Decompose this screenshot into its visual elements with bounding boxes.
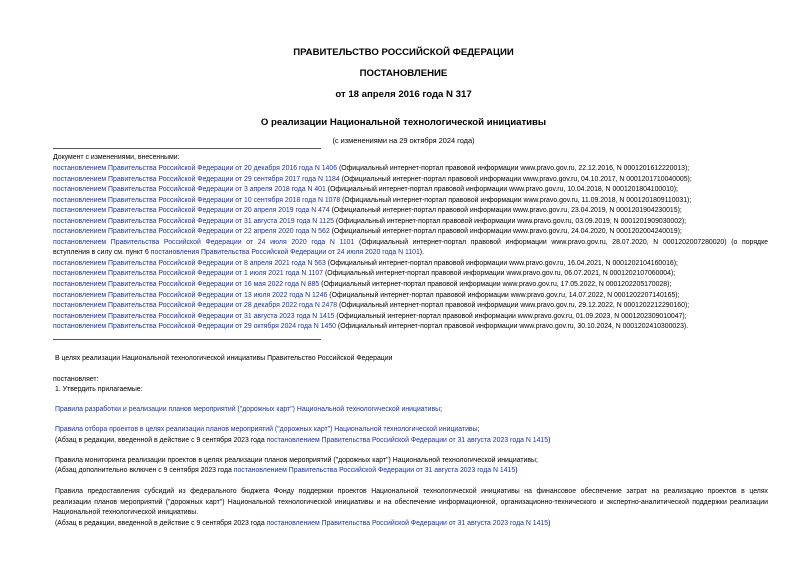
rules-2-note: (Абзац в редакции, введенной в действие с 9 сентября 2023 года постановлением Правительства Российской Федерации от 31 августа 2023 года N 1415) [55,437,551,444]
changes-intro: Документ с изменениями, внесенными: [53,154,180,161]
change-item: постановлением Правительства Российской Федерации от 10 сентября 2018 года N 1078 (Официальный интернет-портал правовой информации www.pravo.gov.ru, 11.09.2018, N 0001201809110031); [53,197,692,204]
decides: постановляет: [53,376,99,383]
divider-bottom [53,339,321,340]
document-title: О реализации Национальной технологической инициативы [260,117,547,128]
rules-1-link[interactable]: Правила разработки и реализации планов мероприятий ("дорожных карт") Национальной технологической инициативы [55,406,441,413]
change-item: постановлением Правительства Российской Федерации от 20 декабря 2016 года N 1406 (Официальный интернет-портал правовой информации www.pravo.gov.ru, 22.12.2016, N 0001201612220013); [53,165,690,172]
rules-3-note: (Абзац дополнительно включен с 9 сентября 2023 года постановлением Правительства Российской Федерации от 31 августа 2023 года N 1415) [55,467,518,474]
change-link[interactable]: постановлением Правительства Российской Федерации от 22 апреля 2020 года N 562 [53,228,330,235]
rules-4-note: (Абзац в редакции, введенной в действие с 9 сентября 2023 года постановлением Правительства Российской Федерации от 31 августа 2023 года N 1415) [55,520,551,527]
change-item: постановлением Правительства Российской Федерации от 3 апреля 2018 года N 401 (Официальный интернет-портал правовой информации www.pravo.gov.ru, 10.04.2018, N 0001201804100010); [53,186,678,193]
change-link[interactable]: постановлением Правительства Российской Федерации от 29 октября 2024 года N 1450 [53,323,337,330]
amendment-link[interactable]: постановлением Правительства Российской Федерации от 31 августа 2023 года N 1415 [266,520,549,527]
rules-4-line-1: Правила предоставления субсидий из федерального бюджета Фонду поддержки проектов Национальной технологической инициативы на финансовое обеспечение затрат на реализацию проектов в целях [55,488,768,495]
change-link[interactable]: постановлением Правительства Российской Федерации от 29 сентября 2017 года N 1184 [53,176,340,183]
change-link[interactable]: постановлением Правительства Российской Федерации от 16 мая 2022 года N 885 [53,281,320,288]
change-item: постановлением Правительства Российской Федерации от 24 июля 2020 года N 1101 (Официальный интернет-портал правовой информации www.pravo.gov.ru, 28.07.2020, N 0001202007280020) (о порядке [53,239,768,246]
change-link[interactable]: постановлением Правительства Российской Федерации от 20 апреля 2019 года N 474 [53,207,330,214]
amended-note: (с изменениями на 29 октября 2024 года) [332,136,475,145]
change-item: постановлением Правительства Российской Федерации от 22 апреля 2020 года N 562 (Официальный интернет-портал правовой информации www.pravo.gov.ru, 24.04.2020, N 0001202004240019); [53,228,682,235]
item-1: 1. Утвердить прилагаемые: [55,386,143,393]
change-item: постановлением Правительства Российской Федерации от 29 октября 2024 года N 1450 (Официальный интернет-портал правовой информации www.pravo.gov.ru, 30.10.2024, N 0001202410300023). [53,323,689,330]
change-link[interactable]: постановлением Правительства Российской Федерации от 1 июля 2021 года N 1107 [53,270,324,277]
rules-1: Правила разработки и реализации планов мероприятий ("дорожных карт") Национальной технологической инициативы; [55,406,443,413]
amendment-link[interactable]: постановлением Правительства Российской Федерации от 31 августа 2023 года N 1415 [266,437,549,444]
divider-top [53,148,321,149]
document-type: ПОСТАНОВЛЕНИЕ [359,68,448,79]
change-link[interactable]: постановлением Правительства Российской Федерации от 13 июля 2022 года N 1246 [53,292,328,299]
change-link[interactable]: постановлением Правительства Российской Федерации от 20 декабря 2016 года N 1406 [53,165,338,172]
rules-4-line-2: реализации планов мероприятий ("дорожных карт") Национальной технологической инициативы и на обеспечение информационной, организационно-технического и экспертно-аналитической поддержки реализации [53,499,768,506]
rules-3: Правила мониторинга реализации проектов в целях реализации планов мероприятий ("дорожных карт") Национальной технологической инициативы; [55,457,538,464]
rules-4-line-3: Национальной технологической инициативы. [53,509,199,516]
change-link[interactable]: постановлением Правительства Российской Федерации от 31 августа 2019 года N 1125 [53,218,334,225]
change-item: постановлением Правительства Российской Федерации от 13 июля 2022 года N 1246 (Официальный интернет-портал правовой информации www.pravo.gov.ru, 14.07.2022, N 0001202207140165); [53,292,680,299]
change-item: постановлением Правительства Российской Федерации от 28 декабря 2022 года N 2478 (Официальный интернет-портал правовой информации www.pravo.gov.ru, 29.12.2022, N 0001202212290160); [53,302,690,309]
change-item-continuation: вступления в силу см. пункт 6 постановления Правительства Российской Федерации от 24 июля 2020 года N 1101). [53,249,424,256]
change-link[interactable]: постановлением Правительства Российской Федерации от 8 апреля 2021 года N 563 [53,260,326,267]
rules-2: Правила отбора проектов в целях реализации планов мероприятий ("дорожных карт") Национальной технологической инициативы; [55,426,480,433]
document-date-number: от 18 апреля 2016 года N 317 [335,89,472,100]
change-item: постановлением Правительства Российской Федерации от 1 июля 2021 года N 1107 (Официальный интернет-портал правовой информации www.pravo.gov.ru, 06.07.2021, N 0001202107060004); [53,270,676,277]
change-link[interactable]: постановлением Правительства Российской Федерации от 24 июля 2020 года N 1101 [53,239,355,246]
change-item: постановлением Правительства Российской Федерации от 31 августа 2023 года N 1415 (Официальный интернет-портал правовой информации www.pravo.gov.ru, 01.09.2023, N 0001202309010047); [53,313,687,320]
government-name: ПРАВИТЕЛЬСТВО РОССИЙСКОЙ ФЕДЕРАЦИИ [293,47,514,58]
change-link[interactable]: постановлением Правительства Российской Федерации от 28 декабря 2022 года N 2478 [53,302,338,309]
change-link[interactable]: постановлением Правительства Российской Федерации от 10 сентября 2018 года N 1078 [53,197,341,204]
change-item: постановлением Правительства Российской Федерации от 29 сентября 2017 года N 1184 (Официальный интернет-портал правовой информации www.pravo.gov.ru, 04.10.2017, N 0001201710040005); [53,176,692,183]
change-item: постановлением Правительства Российской Федерации от 16 мая 2022 года N 885 (Официальный интернет-портал правовой информации www.pravo.gov.ru, 17.05.2022, N 0001202205170028); [53,281,672,288]
rules-2-link[interactable]: Правила отбора проектов в целях реализации планов мероприятий ("дорожных карт") Национальной технологической инициативы [55,426,478,433]
change-link[interactable]: постановления Правительства Российской Федерации от 24 июля 2020 года N 1101 [150,249,420,256]
change-item: постановлением Правительства Российской Федерации от 31 августа 2019 года N 1125 (Официальный интернет-портал правовой информации www.pravo.gov.ru, 03.09.2019, N 0001201909030002); [53,218,687,225]
amendment-link[interactable]: постановлением Правительства Российской Федерации от 31 августа 2023 года N 1415 [233,467,516,474]
change-link[interactable]: постановлением Правительства Российской Федерации от 3 апреля 2018 года N 401 [53,186,326,193]
change-item: постановлением Правительства Российской Федерации от 20 апреля 2019 года N 474 (Официальный интернет-портал правовой информации www.pravo.gov.ru, 23.04.2019, N 0001201904230015); [53,207,682,214]
change-item: постановлением Правительства Российской Федерации от 8 апреля 2021 года N 563 (Официальный интернет-портал правовой информации www.pravo.gov.ru, 16.04.2021, N 0001202104160016); [53,260,678,267]
preamble: В целях реализации Национальной технологической инициативы Правительство Российской Федерации [55,355,393,362]
change-link[interactable]: постановлением Правительства Российской Федерации от 31 августа 2023 года N 1415 [53,313,335,320]
